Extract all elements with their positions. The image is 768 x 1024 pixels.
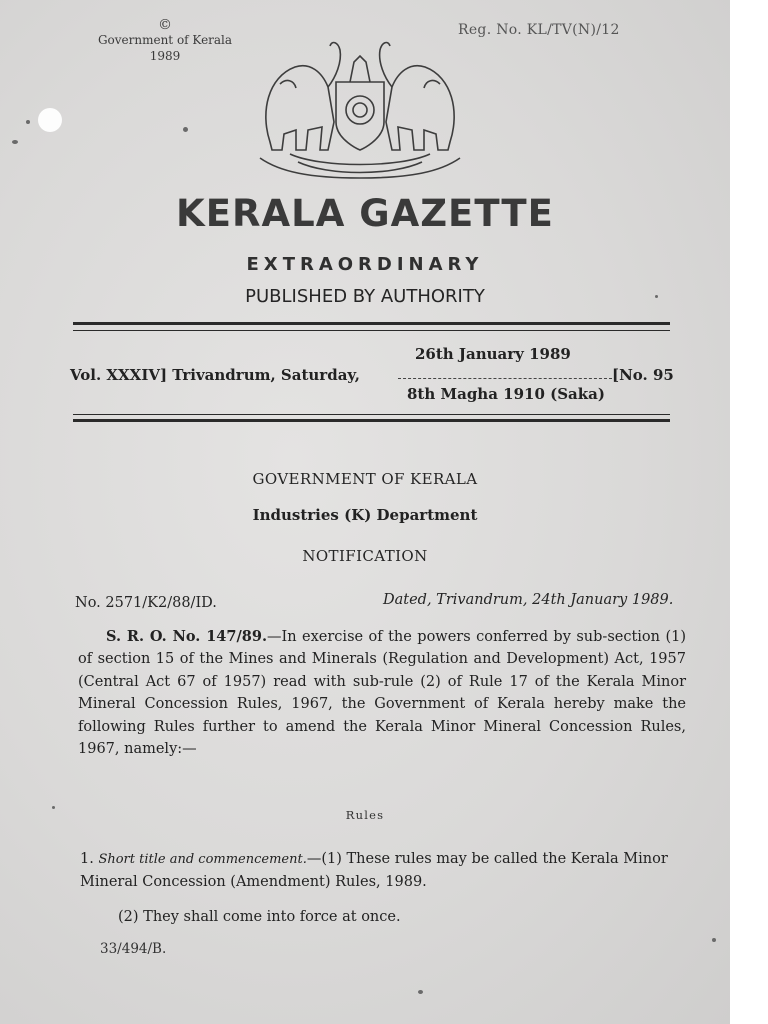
rules-heading: Rules: [345, 808, 385, 822]
scan-speck: [655, 295, 658, 298]
copyright-org: Government of Kerala: [97, 33, 233, 47]
notification-heading: NOTIFICATION: [302, 547, 428, 565]
issue-number: [No. 95: [612, 366, 674, 384]
rule-1-title: Short title and commencement.: [98, 852, 307, 867]
dated-line: Dated, Trivandrum, 24th January 1989.: [383, 592, 674, 608]
issue-date-gregorian: 26th January 1989: [415, 345, 571, 363]
scan-speck: [12, 140, 18, 144]
copyright-symbol: ©: [158, 17, 172, 33]
footer-code: 33/494/B.: [100, 941, 167, 957]
bottom-rule-thin: [73, 414, 670, 415]
volume-and-place: Vol. XXXIV] Trivandrum, Saturday,: [70, 366, 360, 384]
scan-speck: [183, 127, 188, 132]
kerala-state-emblem-icon: [250, 22, 470, 182]
bottom-rule: [73, 419, 670, 422]
rule-1-text: —(1) These rules may be called the Kerala Minor Mineral Concession (Amendment) Rules, 1989.: [80, 851, 668, 891]
gazette-title: KERALA GAZETTE: [176, 192, 554, 235]
date-separator: [398, 378, 612, 379]
government-heading: GOVERNMENT OF KERALA: [252, 470, 478, 488]
registration-number: Reg. No. KL/TV(N)/12: [458, 22, 620, 38]
scan-speck: [418, 990, 423, 994]
rule-1: [80, 848, 688, 894]
sro-number: S. R. O. No. 147/89.: [106, 628, 268, 645]
scan-speck: [26, 120, 30, 124]
top-rule-thin: [73, 330, 670, 331]
rule-2: (2) They shall come into force at once.: [118, 909, 401, 925]
notification-body: [78, 626, 686, 760]
copyright-year: 1989: [149, 49, 181, 63]
issue-date-saka: 8th Magha 1910 (Saka): [407, 385, 605, 403]
scan-speck: [712, 938, 716, 942]
punch-hole: [38, 108, 62, 132]
rule-1-number: 1.: [80, 851, 94, 867]
top-rule: [73, 322, 670, 325]
scan-speck: [52, 806, 55, 809]
copyright-notice: [80, 18, 250, 64]
published-by-authority: PUBLISHED BY AUTHORITY: [245, 286, 485, 307]
gazette-subtitle: EXTRAORDINARY: [246, 254, 484, 275]
department-heading: Industries (K) Department: [252, 506, 478, 524]
notification-text: —In exercise of the powers conferred by sub-section (1) of section 15 of the Mines and Minerals (Regulation and Development) Act, 1957 (Central Act 67 of 1957) read with sub-rule (2) of Rule 17 of the Kerala Minor Mineral Concession Rules, 1967, the Government of Kerala hereby make the following Rules further to amend the Kerala Minor Mineral Concession Rules, 1967, namely:—: [78, 629, 686, 758]
reference-number: No. 2571/K2/88/ID.: [75, 595, 217, 611]
